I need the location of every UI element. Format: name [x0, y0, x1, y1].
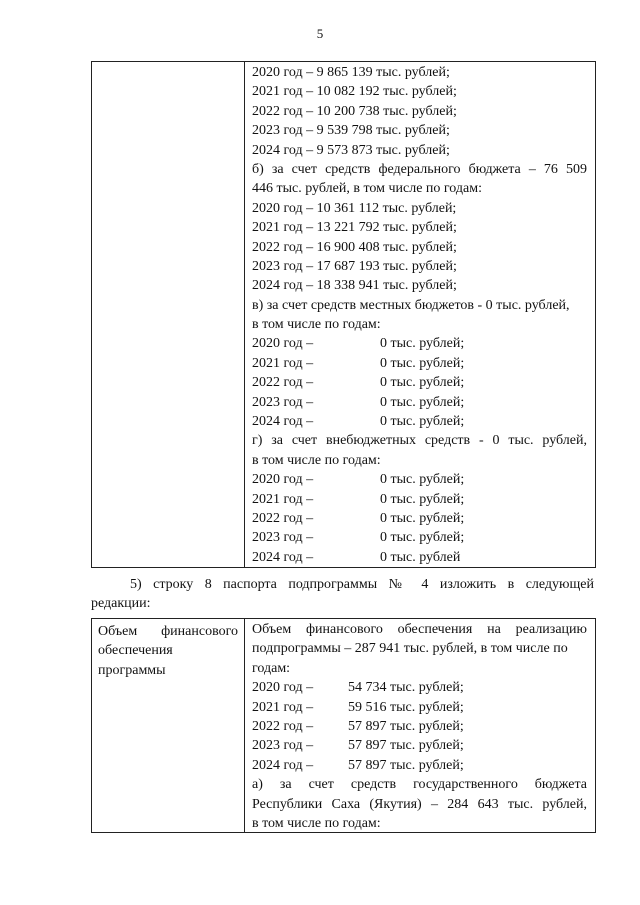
federal-year-line: 2024 год – 18 338 941 тыс. рублей;	[252, 278, 457, 294]
year-label: 2020 год –	[252, 472, 314, 488]
state-budget-heading: а) за счет средств государственного бюджета	[252, 777, 587, 793]
year-value: 0 тыс. рублей;	[380, 530, 465, 546]
year-label: 2022 год –	[252, 511, 314, 527]
total-line: годам:	[252, 660, 291, 676]
year-value: 0 тыс. рублей;	[380, 511, 465, 527]
year-label: 2024 год –	[252, 549, 314, 565]
state-budget-heading-cont: Республики Саха (Якутия) – 284 643 тыс. рублей,	[252, 796, 587, 812]
funding-table-continued	[91, 61, 596, 568]
local-year-line	[252, 373, 587, 392]
year-label: 2024 год –	[252, 414, 314, 430]
local-year-line	[252, 412, 587, 431]
local-budget-heading: в) за счет средств местных бюджетов - 0 тыс. рублей,	[252, 297, 570, 313]
year-label: 2021 год –	[252, 355, 314, 371]
extrabudget-heading-cont: в том числе по годам:	[252, 452, 381, 468]
year-value: 0 тыс. рублей	[380, 549, 461, 565]
federal-budget-heading-cont: 446 тыс. рублей, в том числе по годам:	[252, 181, 482, 197]
label-line: Объем финансового	[98, 624, 238, 639]
year-line	[252, 698, 587, 717]
year-line: 2023 год – 9 539 798 тыс. рублей;	[252, 123, 450, 139]
year-line: 2022 год – 10 200 738 тыс. рублей;	[252, 103, 457, 119]
year-label: 2023 год –	[252, 530, 314, 546]
extra-year-line	[252, 490, 587, 509]
year-line: 2020 год – 9 865 139 тыс. рублей;	[252, 65, 450, 80]
year-value: 0 тыс. рублей;	[380, 472, 465, 488]
year-value: 0 тыс. рублей;	[380, 336, 465, 352]
year-label: 2022 год –	[252, 375, 314, 391]
year-label: 2020 год –	[252, 680, 314, 696]
total-line: Объем финансового обеспечения на реализацию	[252, 622, 587, 637]
year-label: 2024 год –	[252, 757, 314, 773]
federal-year-line: 2021 год – 13 221 792 тыс. рублей;	[252, 220, 457, 236]
year-value: 57 897 тыс. рублей;	[348, 718, 464, 734]
amendment-paragraph	[91, 575, 594, 614]
total-line: подпрограммы – 287 941 тыс. рублей, в том числе по	[252, 641, 568, 657]
paragraph-line: 5) строку 8 паспорта подпрограммы № 4 изложить в следующей	[130, 577, 594, 592]
label-line: программы	[98, 662, 166, 678]
funding-value-cell	[245, 619, 595, 832]
local-year-line	[252, 334, 587, 353]
year-line	[252, 717, 587, 736]
local-budget-heading-cont: в том числе по годам:	[252, 317, 381, 333]
funding-label-cell	[92, 619, 245, 832]
table-value-cell	[245, 62, 595, 567]
year-label: 2020 год –	[252, 336, 314, 352]
extra-year-line	[252, 470, 587, 489]
year-value: 0 тыс. рублей;	[380, 355, 465, 371]
year-label: 2023 год –	[252, 738, 314, 754]
year-value: 57 897 тыс. рублей;	[348, 738, 464, 754]
year-line: 2021 год – 10 082 192 тыс. рублей;	[252, 84, 457, 100]
year-label: 2023 год –	[252, 394, 314, 410]
subprogram-funding-table	[91, 618, 596, 833]
federal-year-line: 2020 год – 10 361 112 тыс. рублей;	[252, 200, 457, 216]
year-line	[252, 678, 587, 697]
paragraph-line: редакции:	[91, 596, 151, 612]
year-value: 0 тыс. рублей;	[380, 375, 465, 391]
year-value: 0 тыс. рублей;	[380, 414, 465, 430]
year-line	[252, 756, 587, 775]
local-year-line	[252, 393, 587, 412]
year-value: 59 516 тыс. рублей;	[348, 699, 464, 715]
state-budget-heading-cont: в том числе по годам:	[252, 815, 381, 831]
year-line	[252, 736, 587, 755]
local-year-line	[252, 354, 587, 373]
year-value: 54 734 тыс. рублей;	[348, 680, 464, 696]
year-value: 57 897 тыс. рублей;	[348, 757, 464, 773]
federal-budget-heading: б) за счет средств федерального бюджета – 76 509	[252, 161, 587, 177]
year-label: 2021 год –	[252, 491, 314, 507]
label-line: обеспечения	[98, 643, 173, 659]
year-value: 0 тыс. рублей;	[380, 491, 465, 507]
federal-year-line: 2022 год – 16 900 408 тыс. рублей;	[252, 239, 457, 255]
table-label-cell-empty	[92, 62, 245, 567]
extrabudget-heading: г) за счет внебюджетных средств - 0 тыс. рублей,	[252, 433, 587, 449]
year-line: 2024 год – 9 573 873 тыс. рублей;	[252, 142, 450, 158]
page-number: 5	[316, 26, 324, 41]
extra-year-line	[252, 548, 587, 567]
federal-year-line: 2023 год – 17 687 193 тыс. рублей;	[252, 258, 457, 274]
extra-year-line	[252, 528, 587, 547]
year-value: 0 тыс. рублей;	[380, 394, 465, 410]
extra-year-line	[252, 509, 587, 528]
year-label: 2021 год –	[252, 699, 314, 715]
year-label: 2022 год –	[252, 718, 314, 734]
